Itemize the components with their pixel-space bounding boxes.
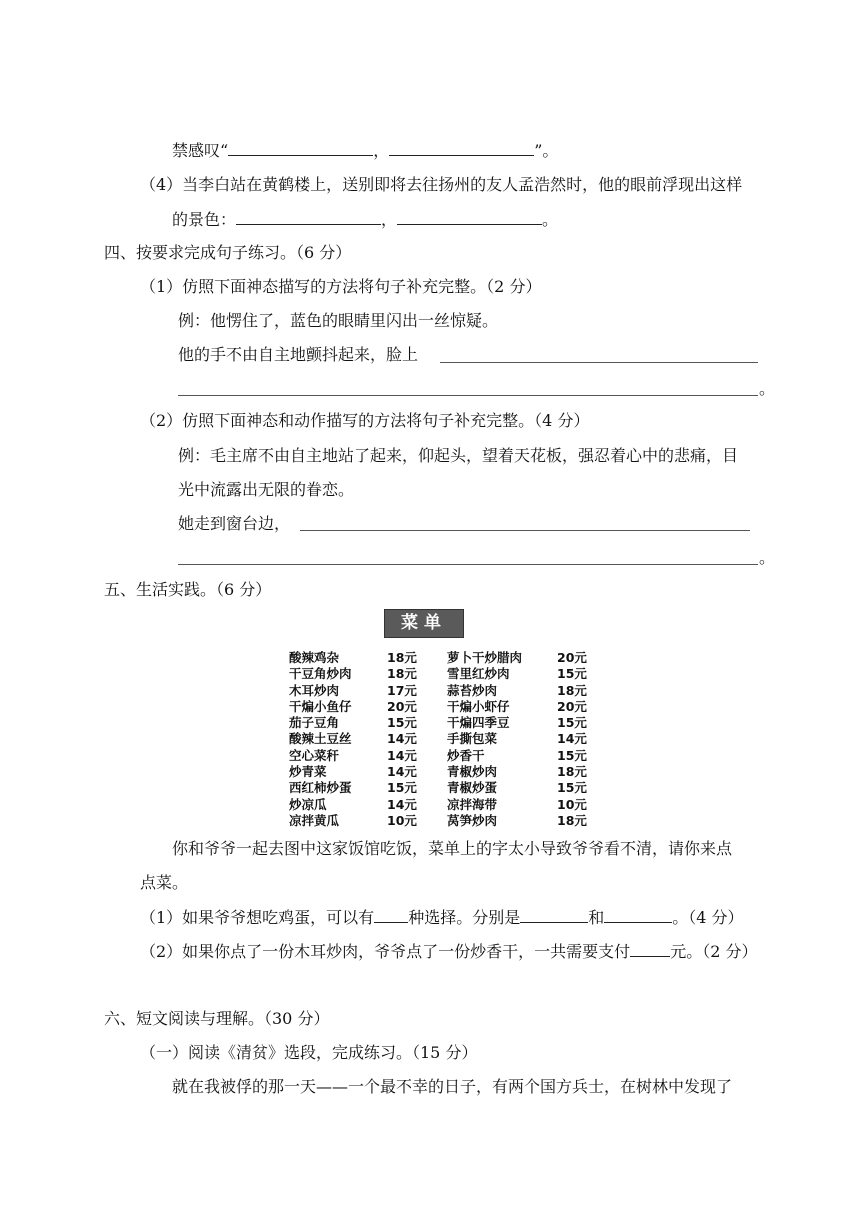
q4-item2-end: 。 [759,548,776,567]
dish-price: 14元 [387,764,417,780]
dish-name: 手撕包菜 [447,731,498,747]
dish-price: 15元 [557,780,587,796]
menu-row [289,699,597,715]
dish-name: 炒青菜 [289,764,327,780]
answer-blank[interactable] [236,208,381,225]
dish-name: 干煸四季豆 [447,715,510,731]
dish-name: 茄子豆角 [289,715,340,731]
dish-name: 木耳炒肉 [289,682,340,698]
dish-name: 炒香干 [447,747,485,763]
menu-row [289,748,597,764]
q4-heading: 四、按要求完成句子练习。（6 分） [104,243,352,262]
dish-price: 18元 [387,650,417,665]
q4-item1-prompt: 他的手不由自主地颤抖起来，脸上 [178,345,419,364]
dish-name: 雪里红炒肉 [447,666,510,682]
menu-row [289,764,597,780]
menu-table [289,650,597,829]
q3-item4-line1: （4）当李白站在黄鹤楼上，送别即将去往扬州的友人孟浩然时，他的眼前浮现出这样 [140,175,743,194]
dish-price: 20元 [557,650,587,665]
dish-name: 空心菜秆 [289,747,340,763]
dish-name: 酸辣土豆丝 [289,731,352,747]
dish-name: 萝卜干炒腊肉 [447,650,523,665]
dish-price: 18元 [557,812,587,828]
menu-row [289,715,597,731]
dish-name: 炒凉瓜 [289,796,327,812]
dish-price: 14元 [387,731,417,747]
dish-name: 莴笋炒肉 [447,812,498,828]
q4-item2-example-line2: 光中流露出无限的眷恋。 [178,480,355,499]
answer-line[interactable] [178,564,758,565]
q4-item1-example: 例：他愣住了，蓝色的眼睛里闪出一丝惊疑。 [178,311,499,330]
q5-intro-line1: 你和爷爷一起去图中这家饭馆吃饭，菜单上的字太小导致爷爷看不清，请你来点 [172,839,733,858]
menu-row [289,683,597,699]
menu-row [289,731,597,747]
q5-intro-line2: 点菜。 [140,873,189,892]
menu-row [289,780,597,796]
q5-heading: 五、生活实践。（6 分） [104,580,272,599]
dish-price: 15元 [557,715,587,731]
menu-row [289,666,597,682]
dish-name: 干煸小鱼仔 [289,698,352,714]
dish-price: 15元 [557,666,587,682]
answer-blank[interactable] [604,906,672,923]
q6-heading: 六、短文阅读与理解。（30 分） [104,1009,330,1028]
dish-price: 17元 [387,682,417,698]
dish-name: 青椒炒肉 [447,764,498,780]
dish-price: 20元 [387,698,417,714]
q4-item2-prompt: 她走到窗台边， [178,514,291,533]
menu-row [289,797,597,813]
q4-item1: （1）仿照下面神态描写的方法将句子补充完整。（2 分） [140,277,542,296]
dish-name: 凉拌海带 [447,796,498,812]
menu-row [289,650,597,666]
dish-price: 18元 [387,666,417,682]
answer-blank[interactable] [389,139,534,156]
dish-price: 15元 [557,747,587,763]
q4-item2: （2）仿照下面神态和动作描写的方法将句子补充完整。（4 分） [140,411,590,430]
answer-line[interactable] [178,395,758,396]
q4-item2-example-line1: 例：毛主席不由自主地站了起来，仰起头，望着天花板，强忍着心中的悲痛，目 [178,446,739,465]
answer-line[interactable] [440,362,758,363]
dish-name: 青椒炒蛋 [447,780,498,796]
dish-price: 14元 [387,796,417,812]
dish-name: 西红柿炒蛋 [289,780,352,796]
answer-blank[interactable] [520,906,588,923]
q5-item2: （2）如果你点了一份木耳炒肉，爷爷点了一份炒香干，一共需要支付 元。（2 分） [140,942,758,961]
dish-name: 干煸小虾仔 [447,698,510,714]
dish-name: 凉拌黄瓜 [289,812,340,828]
answer-blank[interactable] [374,906,408,923]
answer-line[interactable] [300,530,750,531]
q3-item4-line2: 的景色： ， 。 [172,210,559,229]
dish-price: 20元 [557,698,587,714]
dish-price: 14元 [557,731,587,747]
q5-item1: （1）如果爷爷想吃鸡蛋，可以有 种选择。分别是 和 。（4 分） [140,908,744,927]
dish-price: 18元 [557,764,587,780]
dish-price: 10元 [387,812,417,828]
dish-price: 18元 [557,682,587,698]
q6-passage-line1: 就在我被俘的那一天——一个最不幸的日子，有两个国方兵士，在树林中发现了 [172,1077,733,1096]
dish-price: 15元 [387,715,417,731]
dish-price: 10元 [557,796,587,812]
menu-row [289,813,597,829]
menu-title: 菜单 [384,609,464,638]
q6-sub1: （一）阅读《清贫》选段，完成练习。（15 分） [140,1043,478,1062]
dish-name: 干豆角炒肉 [289,666,352,682]
answer-blank[interactable] [228,139,373,156]
q4-item1-end: 。 [759,379,776,398]
dish-price: 15元 [387,780,417,796]
answer-blank[interactable] [630,940,670,957]
dish-name: 酸辣鸡杂 [289,650,340,665]
q3-line1: 禁感叹“ ， ”。 [172,141,559,160]
dish-price: 14元 [387,747,417,763]
answer-blank[interactable] [397,208,542,225]
dish-name: 蒜苔炒肉 [447,682,498,698]
